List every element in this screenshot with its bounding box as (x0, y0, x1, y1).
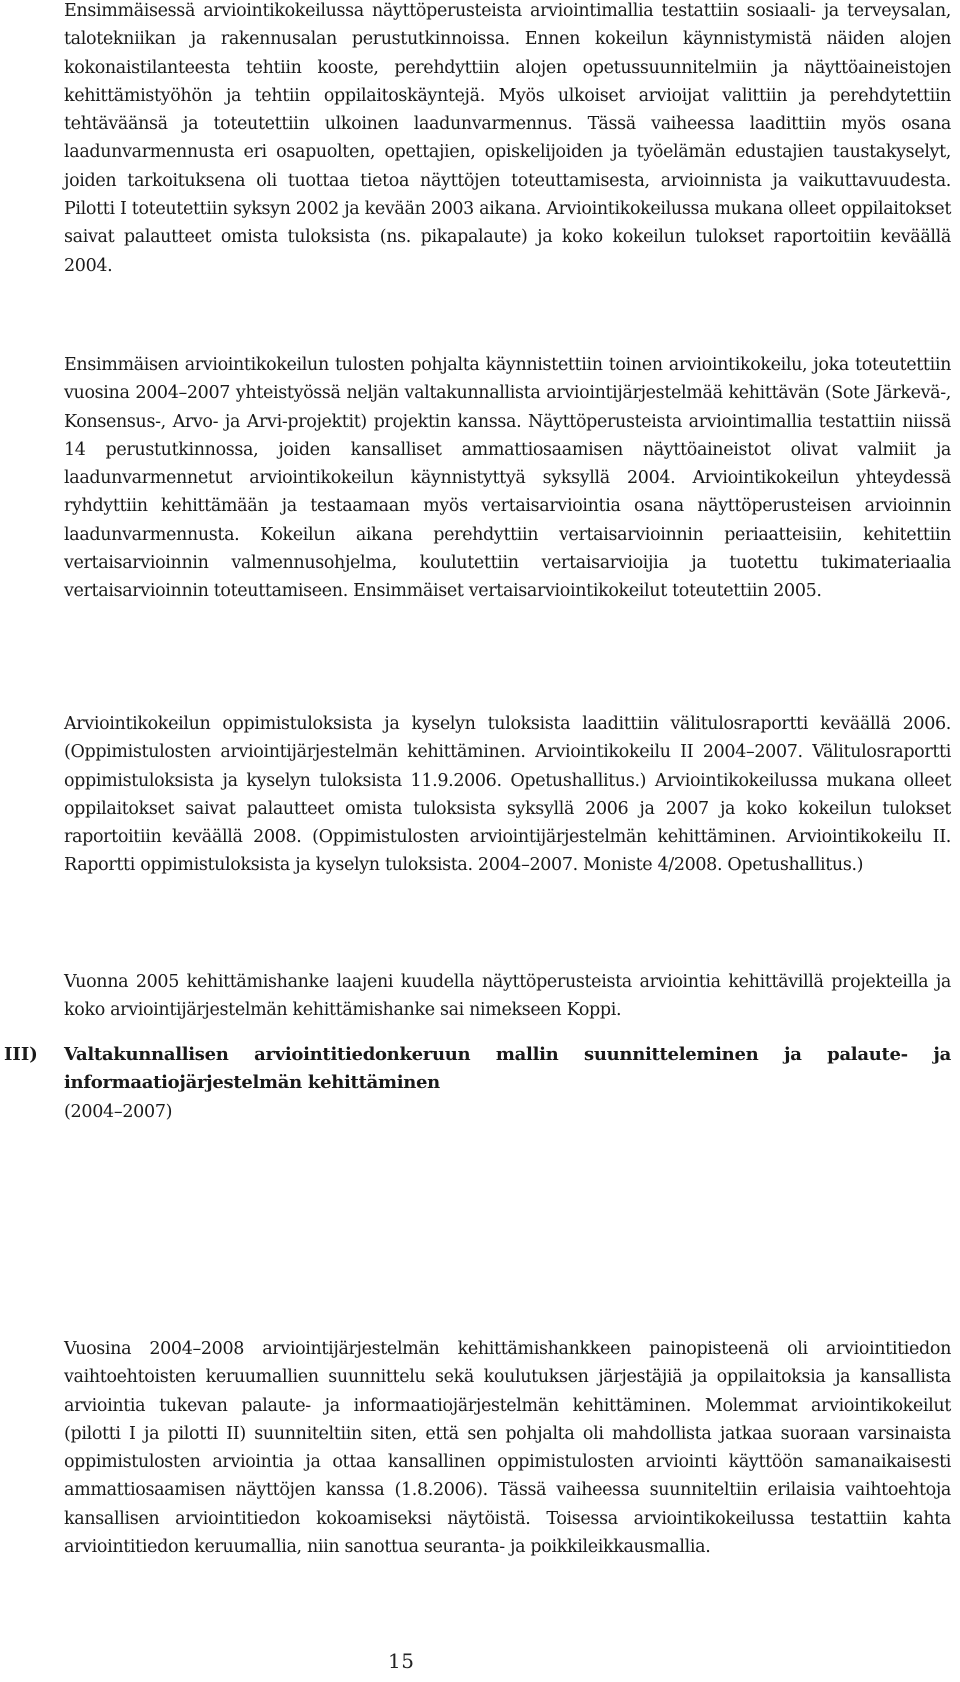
paragraph-koppi: Vuonna 2005 kehittämishanke laajeni kuudella näyttöperusteista arviointia kehittävillä projekteilla ja koko arviointijärjestelmän kehittämishanke sai nimekseen Koppi. (64, 972, 951, 1021)
section-years: (2004–2007) (64, 1102, 173, 1122)
paragraph-interim-report: Arviointikokeilun oppimistuloksista ja kyselyn tuloksista laadittiin välitulosraportti keväällä 2006. (Oppimistulosten arviointijärjestelmän kehittäminen. Arviointikokeilu II 2004–2007. Välitulosraportti oppimistuloksista ja kyselyn tuloksista 11.9.2006. Opetushallitus.) Arviointikokeilussa mukana olleet oppilaitokset saivat palautteet omista tuloksista syksyllä 2006 ja 2007 ja koko kokeilun tulokset raportoitiin keväällä 2008. (Oppimistulosten arviointijärjestelmän kehittäminen. Arviointikokeilu II. Raportti oppimistuloksista ja kyselyn tuloksista. 2004–2007. Moniste 4/2008. Opetushallitus.) (64, 714, 951, 876)
paragraph-pilot-two: Ensimmäisen arviointikokeilun tulosten pohjalta käynnistettiin toinen arviointikokeilu, joka toteutettiin vuosina 2004–2007 yhteistyössä neljän valtakunnallista arviointijärjestelmää kehittävän (Sote Järkevä-, Konsensus-, Arvo- ja Arvi-projektit) projektin kanssa. Näyttöperusteista arviointimallia testattiin niissä 14 perustutkinnossa, joiden kansalliset ammattiosaamisen näyttöaineistot olivat valmiit ja laadunvarmennetut arviointikokeilun käynnistyttyä syksyllä 2004. Arviointikokeilun yhteydessä ryhdyttiin kehittämään ja testaamaan myös vertaisarviointia osana näyttöperusteisen arvioinnin laadunvarmennusta. Kokeilun aikana perehdyttiin vertaisarvioinnin periaatteisiin, kehitettiin vertaisarvioinnin valmennusohjelma, koulutettiin vertaisarvioijia ja tuotettu tukimateriaalia vertaisarvioinnin toteuttamiseen. Ensimmäiset vertaisarviointikokeilut toteutettiin 2005. (64, 355, 951, 602)
paragraph-pilot-one: Ensimmäisessä arviointikokeilussa näyttöperusteista arviointimallia testattiin sosiaali- ja terveysalan, talotekniikan ja rakennusalan perustutkinnoissa. Ennen kokeilun käynnistymistä näiden alojen kokonaistilanteesta tehtiin kooste, perehdyttiin alojen opetussuunnitelmiin ja näyttöaineistojen kehittämistyöhön ja tehtiin oppilaitoskäyntejä. Myös ulkoiset arvioijat valittiin ja perehdytettiin tehtäväänsä ja toteutettiin ulkoinen laadunvarmennus. Tässä vaiheessa laadittiin myös osana laadunvarmennusta eri osapuolten, opettajien, opiskelijoiden ja työelämän edustajien taustakyselyt, joiden tarkoituksena oli tuottaa tietoa näyttöjen toteuttamisesta, arvioinnista ja vaikuttavuudesta. Pilotti I toteutettiin syksyn 2002 ja kevään 2003 aikana. Arviointikokeilussa mukana olleet oppilaitokset saivat palautteet omista tuloksista (ns. pikapalaute) ja koko kokeilun tulokset raportoitiin keväällä 2004. (64, 1, 951, 276)
section-heading: Valtakunnallisen arviointitiedonkeruun mallin suunnitteleminen ja palaute- ja informaatiojärjestelmän kehittäminen (64, 1044, 951, 1094)
page-number: 15 (388, 1649, 415, 1673)
paragraph-section-body: Vuosina 2004–2008 arviointijärjestelmän kehittämishankkeen painopisteenä oli arviointitiedon vaihtoehtoisten keruumallien suunnittelu sekä koulutuksen järjestäjiä ja oppilaitoksia ja kansallista arviointia tukevan palaute- ja informaatiojärjestelmän kehittäminen. Molemmat arviointikokeilut (pilotti I ja pilotti II) suunniteltiin siten, että sen pohjalta oli mahdollista jatkaa suoraan varsinaista oppimistulosten arviointia ja ottaa kansallinen oppimistulosten arviointi käyttöön samanaikaisesti ammattiosaamisen näyttöjen kanssa (1.8.2006). Tässä vaiheessa suunniteltiin erilaisia vaihtoehtoja kansallisen arviointitiedon kokoamiseksi näytöistä. Toisessa arviointikokeilussa testattiin kahta arviointitiedon keruumallia, niin sanottua seuranta- ja poikkileikkausmallia. (64, 1339, 951, 1558)
section-number: III) (4, 1044, 38, 1065)
